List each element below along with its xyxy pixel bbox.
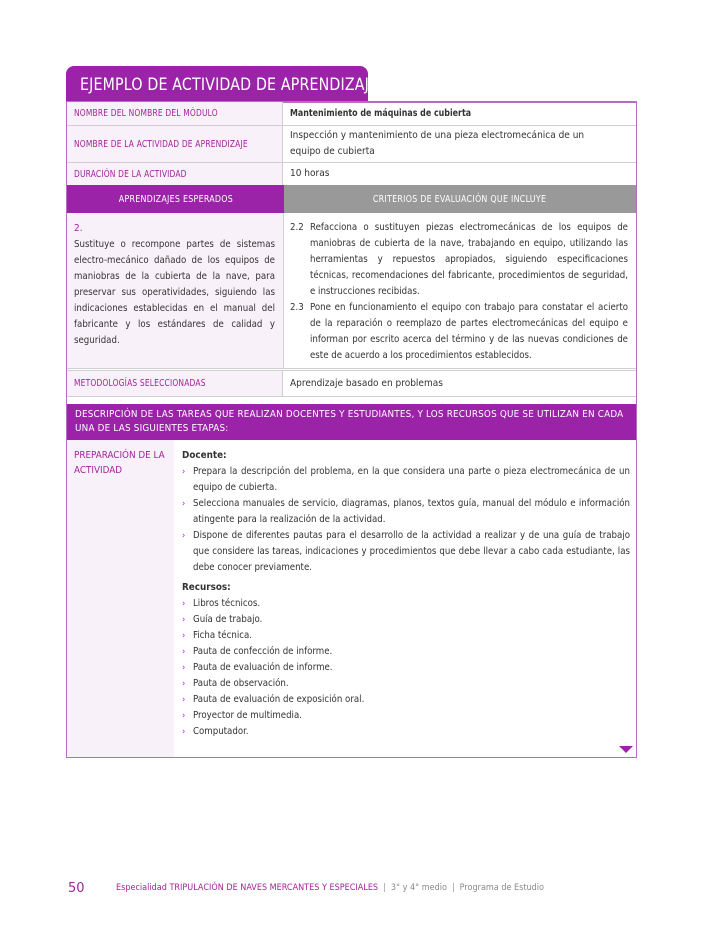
criterion-text: Refacciona o sustituyen piezas electromecánicas de los equipos de maniobras de cubierta de la nave, trabajando en equipo, utilizando las herramientas y repuestos apropiados, siguiendo especificaciones técnicas, recomendaciones del fabricante, procedimientos de seguridad, e instrucciones recibidas. [310,222,628,297]
footer-separator: | [451,883,455,893]
learning-criteria-header [67,185,636,213]
preparation-label: PREPARACIÓN DE LA ACTIVIDAD [67,440,174,757]
specialty-prefix: Especialidad [116,883,167,893]
chevron-right-icon: › [182,599,186,609]
chevron-right-icon: › [182,695,186,705]
chevron-right-icon: › [182,531,186,541]
criteria-header: CRITERIOS DE EVALUACIÓN QUE INCLUYE [284,185,636,213]
activity-name-value: Inspección y mantenimiento de una pieza electromecánica de un equipo de cubierta [290,130,585,157]
recurso-item: › Pauta de observación. [182,676,630,692]
criteria-cell [284,213,636,368]
chevron-right-icon: › [182,727,186,737]
methodology-value: Aprendizaje basado en problemas [290,377,443,389]
page-number: 50 [68,880,85,896]
methodology-label: METODOLOGÍAS SELECCIONADAS [67,371,283,396]
recurso-item: › Pauta de confección de informe. [182,644,630,660]
chevron-right-icon: › [182,647,186,657]
docente-title: Docente: [182,450,227,461]
continue-arrow-icon [619,746,633,753]
chevron-right-icon: › [182,711,186,721]
recursos-title: Recursos: [182,582,231,593]
duration-value: 10 horas [290,168,330,179]
recurso-item: › Guía de trabajo. [182,612,630,628]
module-name-value: Mantenimiento de máquinas de cubierta [290,107,472,119]
methodology-row [67,370,636,397]
recurso-item: › Ficha técnica. [182,628,630,644]
chevron-right-icon: › [182,467,186,477]
preparation-content [174,440,636,757]
criterion-text: Pone en funcionamiento el equipo con trabajo para constatar el acierto de la reparación o reemplazo de partes electromecánicas del equipo e informan por escrito acerca del término y de las nuevas condiciones de este de acuerdo a los procedimientos establecidos. [310,302,628,361]
duration-row [67,163,636,185]
activity-title-tab [66,66,379,102]
recurso-item: › Proyector de multimedia. [182,708,630,724]
criterion-item [290,220,628,300]
page-footer [68,880,668,896]
recurso-item: › Pauta de evaluación de informe. [182,660,630,676]
chevron-right-icon: › [182,615,186,625]
docente-item: › Dispone de diferentes pautas para el desarrollo de la actividad a realizar y de una guía de trabajo que considere las tareas, indicaciones y procedimientos que debe llevar a cabo cada estudiante, las debe conocer previamente. [182,528,630,576]
grade-level: 3° y 4° medio [390,883,447,893]
learning-number: 2. [74,223,83,234]
activity-title: EJEMPLO DE ACTIVIDAD DE APRENDIZAJE [80,74,379,94]
chevron-right-icon: › [182,679,186,689]
learning-header: APRENDIZAJES ESPERADOS [67,185,284,213]
expected-learning-cell [67,213,284,368]
specialty-name: TRIPULACIÓN DE NAVES MERCANTES Y ESPECIALES [169,883,379,893]
module-name-row [67,102,636,126]
activity-name-label: NOMBRE DE LA ACTIVIDAD DE APRENDIZAJE [67,126,283,162]
duration-label: DURACIÓN DE LA ACTIVIDAD [67,163,283,185]
learning-text: Sustituye o recompone partes de sistemas electro-mecánico dañado de los equipos de maniobras de la cubierta de la nave, para preservar sus operatividades, siguiendo las indicaciones establecidas en el manual del fabricante y los estándares de calidad y seguridad. [74,239,275,346]
activity-name-row [67,126,636,163]
recurso-item: › Libros técnicos. [182,596,630,612]
module-name-label: NOMBRE DEL NOMBRE DEL MÓDULO [67,102,283,125]
recurso-item: › Computador. [182,724,630,740]
description-header: DESCRIPCIÓN DE LAS TAREAS QUE REALIZAN DOCENTES Y ESTUDIANTES, Y LOS RECURSOS QUE SE UTILIZAN EN CADA UNA DE LAS SIGUIENTES ETAPAS: [67,404,636,440]
criterion-number: 2.3 [290,302,304,313]
chevron-right-icon: › [182,499,186,509]
footer-separator: | [383,883,386,893]
docente-item: › Selecciona manuales de servicio, diagramas, planos, textos guía, manual del módulo e información atingente para la realización de la actividad. [182,496,630,528]
chevron-right-icon: › [182,631,186,641]
preparation-row [67,440,636,757]
program-name: Programa de Estudio [459,883,545,893]
learning-criteria-row [67,213,636,369]
recurso-item: › Pauta de evaluación de exposición oral. [182,692,630,708]
docente-item: › Prepara la descripción del problema, en la que considera una parte o pieza electromecánica de un equipo de cubierta. [182,464,630,496]
chevron-right-icon: › [182,663,186,673]
criterion-item [290,300,628,364]
criterion-number: 2.2 [290,222,304,233]
